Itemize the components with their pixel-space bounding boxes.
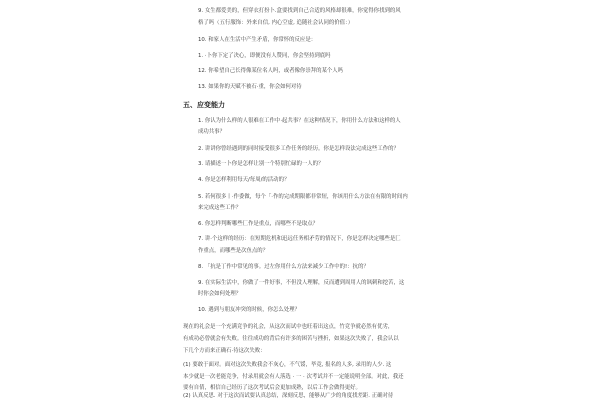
top-line-4: 1. ·卜你下定了决心，即便没有人赞同，你会坚持到底吗 bbox=[198, 53, 331, 59]
top-line-6: 13. 如果你的天赋不被石·重，你会如何对待 bbox=[198, 84, 302, 90]
top-line-3: 10. 和家人在生活中产生矛盾，你常怀的反应是： bbox=[198, 37, 317, 43]
section-heading: 五、应变能力 bbox=[183, 101, 225, 109]
question-line: 5. 若何很多丨·作委做，每个「·作的完成期限都非常短，你该用什么方法在有限的时间内 bbox=[198, 194, 408, 200]
question-line: 9. 在实际生活中，你做了一件好事，不但没人理解，反而遭到周用人的讽刺和挖苦，这 bbox=[198, 280, 405, 286]
question-line: 8. 「抗是丁作中常见的事。过左你用什么方法来减少工作中的!：抗的？ bbox=[198, 264, 369, 270]
top-line-1: 9. 女生都爱美的，但穿衣打扮卜.盒要找到自己合适的风格却很难，你觉得你找到的风 bbox=[198, 8, 401, 14]
closing-line: (2) 认真反思. 对于这次而试要认真总结，深刻反思，能够从广少的角度找差距. 正确对待 bbox=[183, 393, 394, 399]
closing-line: 现在的礼会是一个充满竞争的礼会，从这次而试中也旺着出这点，竹竞争就必然有优劣， bbox=[183, 324, 394, 330]
question-line: 作重点，而哪些是次鱼点的？ bbox=[198, 248, 269, 254]
question-line: 10. 遇到与朋友冲突的时候，你怎么处理？ bbox=[198, 307, 300, 313]
closing-line: 有成功必曾就会有失败。往往成功的背后有许多的困苦与挫折，如果这次失败了，我会认以 bbox=[183, 336, 399, 342]
question-line: 2. 讲讲你曾经遇到的同时接受很多工作任务的经历。你是怎样设法完成这些工作的？ bbox=[198, 146, 399, 152]
closing-line: (1) 要敢于面对。面对这次失败我会不灰心，不气馁，毕竟, 报名的人多, 录用的人少. 这 bbox=[183, 362, 392, 368]
question-line: 1. 你认为什么样的人很难在工作中·起共事？在这种情况下，你用什么方法和这样的人 bbox=[198, 118, 401, 124]
question-line: 来完成这些工作？ bbox=[198, 205, 242, 211]
top-line-2: 格了吗（五行服饰：外来自信, 内心空虚, 追随社会认同的价值：） bbox=[198, 20, 354, 26]
closing-line: 本少就是一次老能竞争，付录用就会有人落选 · 一 · 次考试并不一定能说明全部。对此，我还 bbox=[183, 374, 404, 380]
closing-line: 下几个方而来正确石·待这次失败： bbox=[183, 348, 266, 354]
question-line: 4. 你是怎样利用每天/每周/的活动的？ bbox=[198, 177, 290, 183]
question-line: 6. 你怎样判断哪些匚作是重点，而哪些不是取点？ bbox=[198, 221, 319, 227]
question-line: 3. 请描述一卜你是怎样让别一个特别忙碌的一人的？ bbox=[198, 161, 324, 167]
closing-line: 要有自倩，相信自己经历了这次考试后会更加成熟，以后工作会做得更好。 bbox=[183, 385, 361, 391]
question-line: 7. 讲·个这样的经历：在短期危机和迅远任务相矛劳的情况下，你是怎样决定哪些是匚 bbox=[198, 236, 401, 242]
question-line: 成功共事？ bbox=[198, 129, 225, 135]
top-line-5: 12. 你希望自己长得像某位名人吗，或者像你崇拜的某个人吗 bbox=[198, 68, 344, 74]
question-line: 时你会如何处理？ bbox=[198, 291, 242, 297]
